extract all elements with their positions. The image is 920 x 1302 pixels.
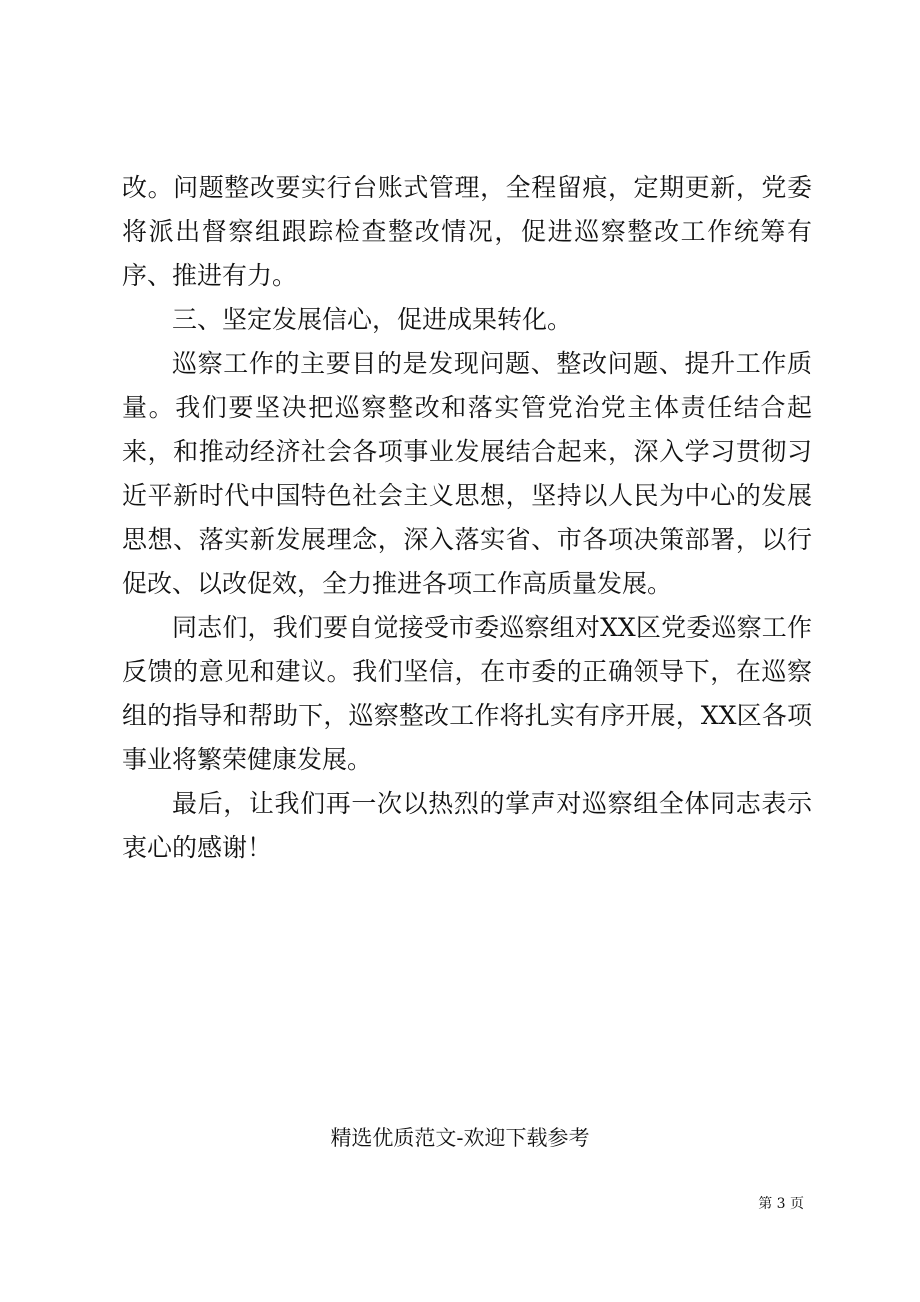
paragraph-4: 同志们，我们要自觉接受市委巡察组对XX区党委巡察工作反馈的意见和建议。我们坚信，在市委的正确领导下，在巡察组的指导和帮助下，巡察整改工作将扎实有序开展，XX区各项事业将繁荣健康发展。 <box>122 613 812 774</box>
paragraph-1: 改。问题整改要实行台账式管理，全程留痕，定期更新，党委将派出督察组跟踪检查整改情况，促进巡察整改工作统筹有序、推进有力。 <box>122 173 812 290</box>
paragraph-2-heading: 三、坚定发展信心，促进成果转化。 <box>172 305 573 334</box>
document-body <box>122 166 812 870</box>
footer-text: 精选优质范文-欢迎下载参考 <box>330 1126 590 1150</box>
paragraph-5: 最后，让我们再一次以热烈的掌声对巡察组全体同志表示衷心的感谢！ <box>122 789 812 862</box>
page-number: 第 3 页 <box>758 1196 804 1212</box>
paragraph-3: 巡察工作的主要目的是发现问题、整改问题、提升工作质量。我们要坚决把巡察整改和落实管党治党主体责任结合起来，和推动经济社会各项事业发展结合起来，深入学习贯彻习近平新时代中国特色社会主义思想，坚持以人民为中心的发展思想、落实新发展理念，深入落实省、市各项决策部署，以行促改、以改促效，全力推进各项工作高质量发展。 <box>122 349 812 598</box>
